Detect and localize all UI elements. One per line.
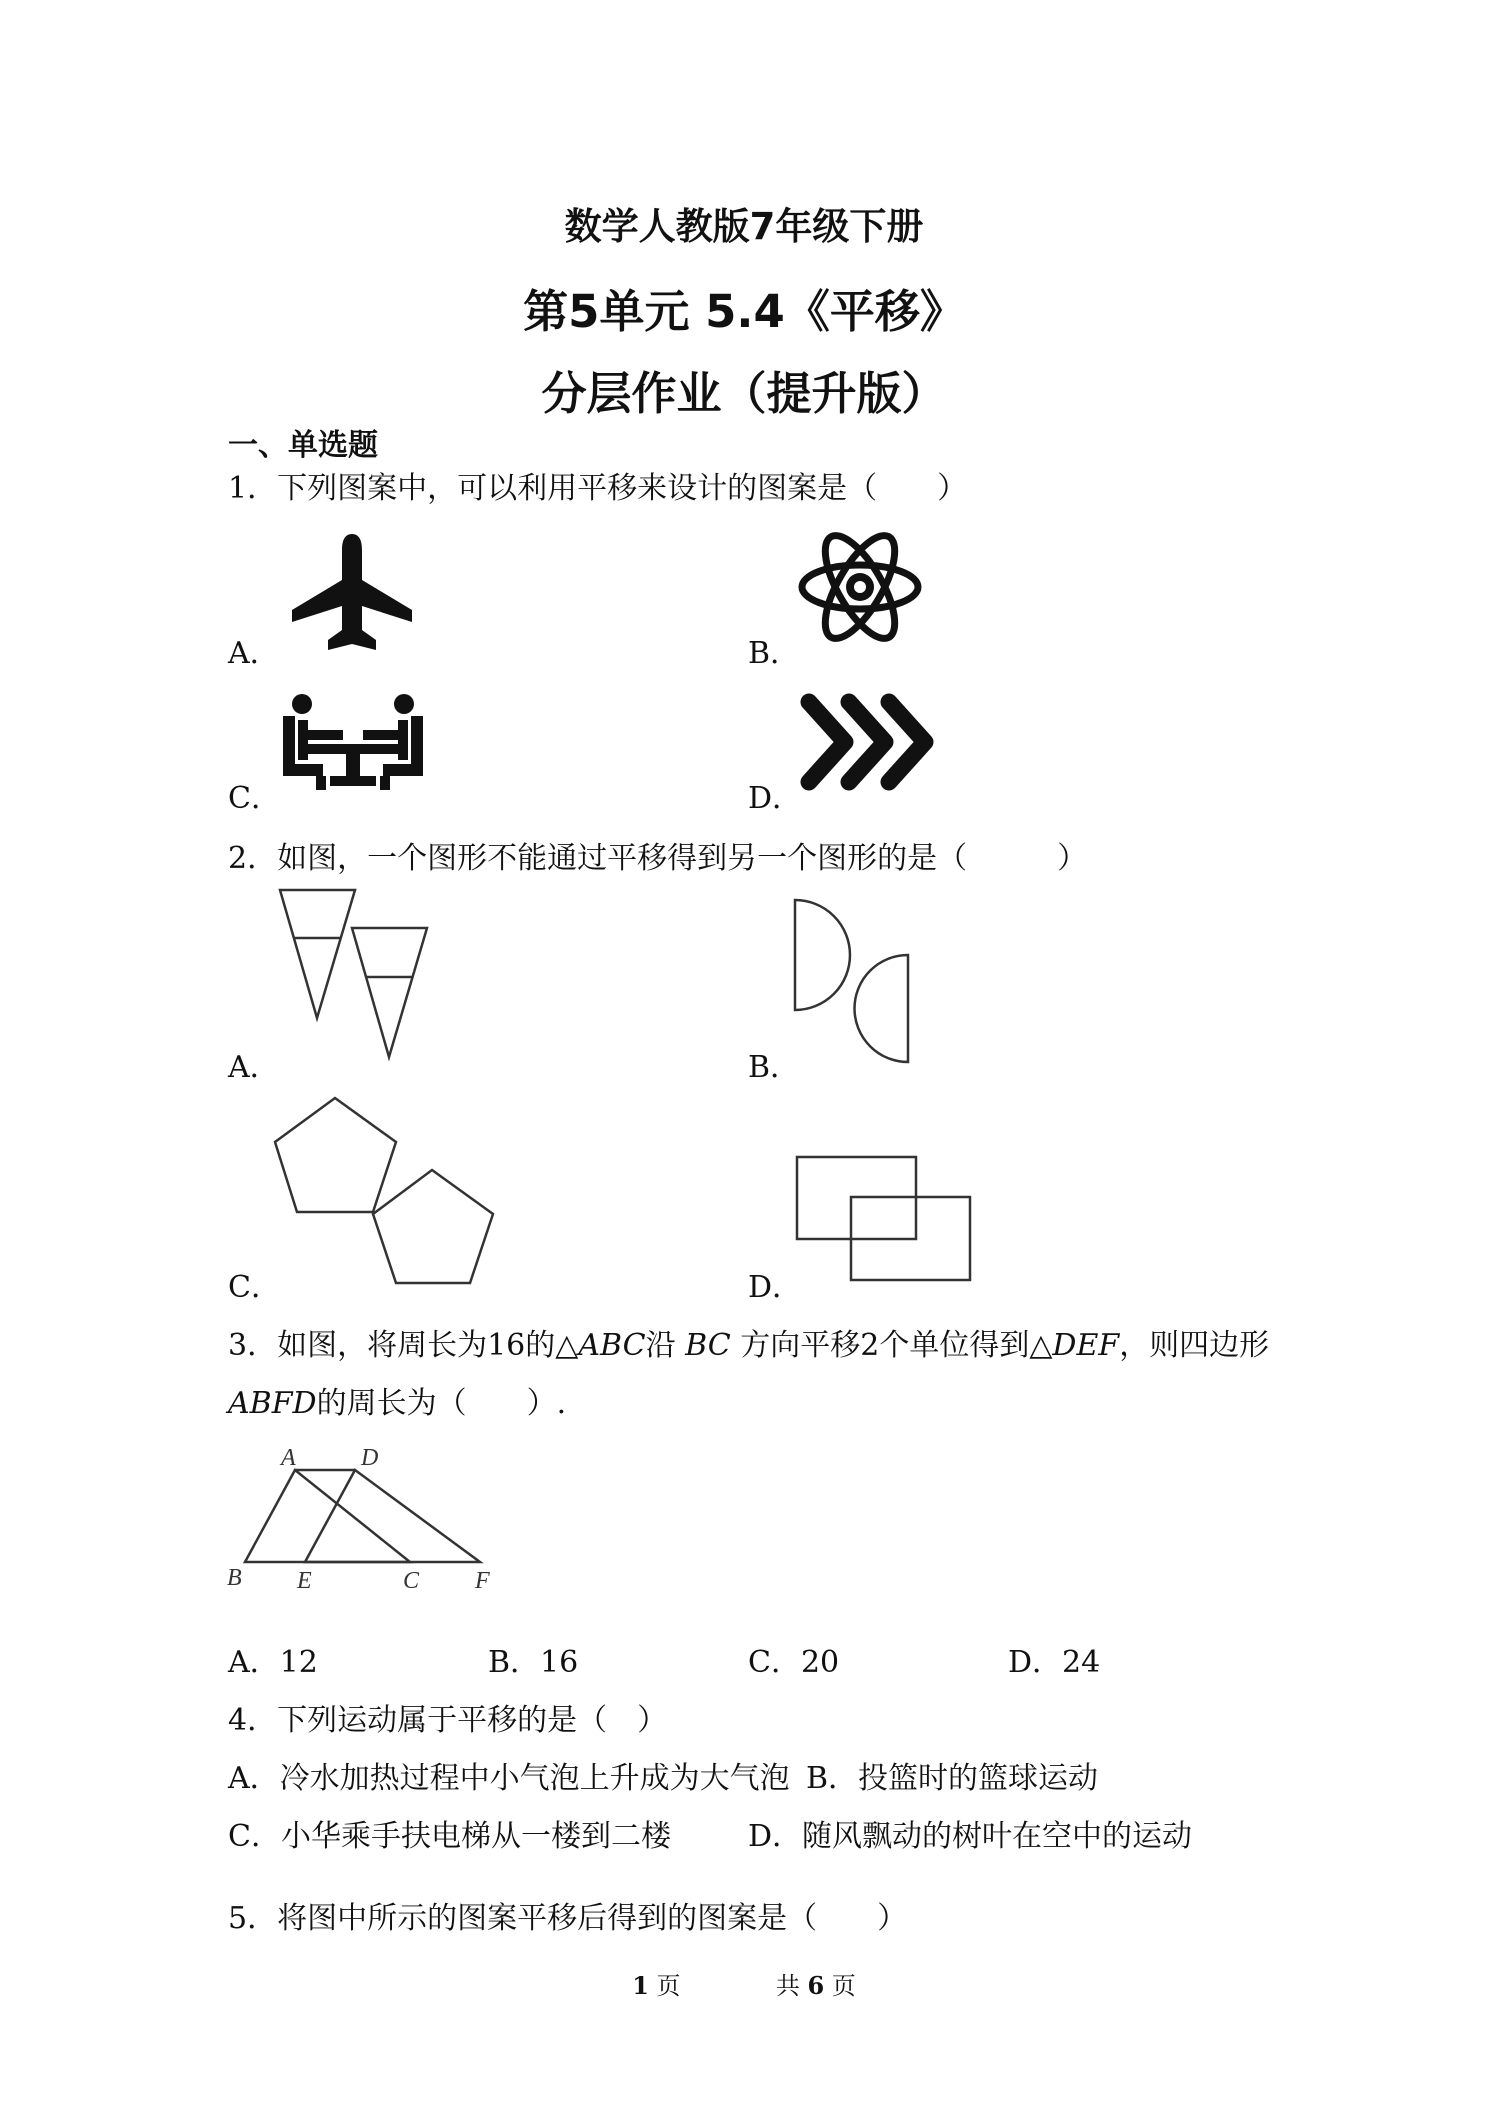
q3-stem-text-2: 沿 bbox=[645, 1328, 676, 1363]
question-2-stem: 2．如图，一个图形不能通过平移得到另一个图形的是（ ） bbox=[228, 841, 1088, 876]
q3-label-a: A bbox=[281, 1445, 296, 1471]
q4-option-c: C．小华乘手扶电梯从一楼到二楼 bbox=[228, 1819, 671, 1854]
q3-option-c: C．20 bbox=[748, 1645, 840, 1680]
q3-label-e: E bbox=[297, 1568, 312, 1594]
section-title: 一、单选题 bbox=[228, 428, 378, 463]
q1-option-b: B． bbox=[748, 636, 801, 671]
q1-option-c: C． bbox=[228, 781, 281, 816]
doc-unit-title: 第5单元 5.4《平移》 bbox=[523, 285, 965, 338]
question-4-stem: 4．下列运动属于平移的是（ ） bbox=[228, 1703, 668, 1738]
question-3-stem-line2 bbox=[228, 1378, 566, 1422]
q3-stem-text-3: 方向平移2个单位得到△ bbox=[740, 1328, 1053, 1363]
q1-option-a: A． bbox=[228, 636, 280, 671]
q3-label-d: D bbox=[361, 1445, 379, 1471]
chevrons-icon bbox=[795, 690, 935, 795]
footer-page-number: 1 bbox=[632, 1971, 649, 2000]
q3-label-f: F bbox=[475, 1568, 490, 1594]
question-1-stem: 1．下列图案中，可以利用平移来设计的图案是（ ） bbox=[228, 471, 968, 506]
q2-option-d: D． bbox=[748, 1270, 803, 1305]
q3-stem-def: DEF bbox=[1052, 1328, 1120, 1363]
q3-stem-text-1: 3．如图，将周长为16的△ bbox=[228, 1328, 579, 1363]
doc-subtitle: 分层作业（提升版） bbox=[541, 367, 947, 420]
q3-stem-abfd: ABFD bbox=[228, 1386, 317, 1421]
q2-figure-c-pentagons bbox=[275, 1095, 505, 1290]
atom-icon bbox=[795, 520, 925, 655]
q1-option-d: D． bbox=[748, 781, 803, 816]
q3-stem-text-5: 的周长为（ ）. bbox=[316, 1386, 567, 1421]
q3-option-b: B．16 bbox=[488, 1645, 579, 1680]
page-footer bbox=[0, 1966, 1488, 2001]
q2-option-b: B． bbox=[748, 1050, 801, 1085]
q4-option-a: A．冷水加热过程中小气泡上升成为大气泡 bbox=[228, 1761, 790, 1796]
question-5-stem: 5．将图中所示的图案平移后得到的图案是（ ） bbox=[228, 1901, 908, 1936]
q3-translation-figure bbox=[225, 1440, 505, 1594]
question-3-stem bbox=[228, 1320, 1269, 1364]
q2-option-c: C． bbox=[228, 1270, 281, 1305]
footer-page-label: 页 bbox=[656, 1972, 681, 2000]
q2-figure-a-triangles bbox=[270, 885, 430, 1070]
q3-option-a: A．12 bbox=[228, 1645, 318, 1680]
q3-stem-abc: ABC bbox=[578, 1328, 646, 1363]
q3-stem-text-4: ，则四边形 bbox=[1119, 1328, 1270, 1363]
q3-stem-bc: BC bbox=[685, 1328, 731, 1363]
q2-figure-b-semicircles bbox=[790, 895, 920, 1075]
q2-option-a: A． bbox=[228, 1050, 280, 1085]
q4-option-b: B．投篮时的篮球运动 bbox=[806, 1761, 1099, 1796]
airplane-icon bbox=[290, 530, 415, 655]
meeting-table-icon bbox=[278, 692, 428, 792]
footer-total-label: 页 bbox=[831, 1972, 856, 2000]
q3-option-d: D．24 bbox=[1008, 1645, 1101, 1680]
q2-figure-d-rectangles bbox=[795, 1155, 975, 1285]
doc-title: 数学人教版7年级下册 bbox=[564, 205, 924, 248]
footer-total-pages: 6 bbox=[807, 1971, 825, 2000]
q3-label-b: B bbox=[227, 1565, 242, 1591]
q4-option-d: D．随风飘动的树叶在空中的运动 bbox=[748, 1819, 1193, 1854]
q3-label-c: C bbox=[403, 1568, 420, 1594]
footer-total-prefix: 共 bbox=[775, 1972, 800, 2000]
